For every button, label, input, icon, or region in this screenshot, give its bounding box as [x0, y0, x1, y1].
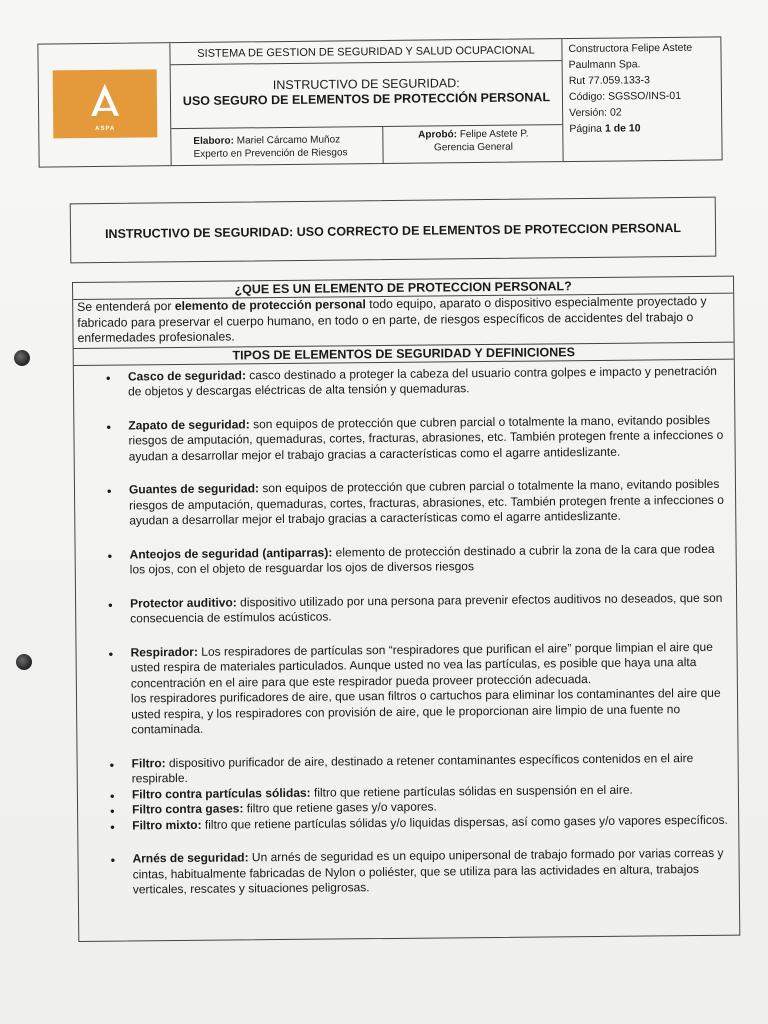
item-term: Filtro mixto: — [132, 817, 202, 832]
list-item — [106, 541, 728, 578]
punch-hole — [14, 350, 30, 366]
instructive-title: INSTRUCTIVO DE SEGURIDAD: USO CORRECTO DE ELEMENTOS DE PROTECCION PERSONAL — [70, 197, 717, 264]
item-term: Filtro contra gases: — [131, 801, 244, 817]
logo-cell — [38, 43, 171, 166]
list-item — [105, 477, 727, 529]
list-item — [104, 363, 726, 400]
list-item — [106, 590, 728, 627]
document-metadata — [562, 37, 721, 161]
elaboro-cell — [171, 127, 383, 165]
document-title-line-2: USO SEGURO DE ELEMENTOS DE PROTECCIÓN PERSONAL — [182, 90, 551, 109]
system-title: SISTEMA DE GESTION DE SEGURIDAD Y SALUD OCUPACIONAL — [170, 39, 561, 65]
item-text: dispositivo utilizado por una persona para prevenir efectos auditivos no deseados, que son consecuencia de estímulos acústicos. — [130, 590, 723, 626]
item-text: dispositivo purificador de aire, destinado a retener contaminantes específicos contenidos en el aire respirable. — [131, 750, 694, 786]
punch-hole — [16, 654, 32, 670]
item-text: filtro que retiene partículas sólidas y/o liquidas dispersas, así como gases y/o vapores específicos. — [201, 812, 728, 832]
header-middle — [170, 39, 563, 165]
elaboro-name: Mariel Cárcamo Muñoz — [233, 134, 341, 147]
item-text: casco destinado a proteger la cabeza del usuario contra golpes e impacto y penetración de objetos y descargas eléctricas de alta tensión y quemaduras. — [127, 363, 717, 399]
item-term: Zapato de seguridad: — [128, 416, 250, 432]
document-header — [37, 36, 722, 167]
item-term: Respirador: — [130, 644, 198, 659]
item-text-continued: los respiradores purificadores de aire, que usan filtros o cartuchos para eliminar los contaminantes del aire que usted respira, y los respiradores con provisión de aire, que le proporcionan aire limpio de una fuente no contaminada. — [130, 685, 721, 737]
definition-paragraph — [73, 294, 733, 348]
item-term: Anteojos de seguridad (antiparras): — [129, 545, 333, 561]
aprobo-cell — [383, 125, 563, 165]
definitions-list — [74, 359, 739, 898]
company-name-line-2: Paulmann Spa. — [568, 58, 641, 72]
list-item — [108, 846, 730, 898]
definition-text-post: todo equipo, aparato o dispositivo especialmente proyectado y fabricado para preservar el cuerpo humano, en todo o en parte, de riesgos específicos de accidentes del trabajo o enfermedades profesionales. — [77, 293, 707, 345]
signature-row — [171, 125, 562, 165]
page-count: 1 de 10 — [604, 122, 641, 135]
document-title-line-1: INSTRUCTIVO DE SEGURIDAD: — [272, 76, 460, 93]
logo-text: ASPA — [95, 125, 116, 132]
aprobo-role: Gerencia General — [433, 141, 514, 154]
item-text: filtro que retiene gases y/o vapores. — [243, 799, 437, 816]
item-text: Los respiradores de partículas son “respiradores que purifican el aire” porque limpian el aire que usted respira de materiales particulados. Aunque usted no vea las partículas, es posible que haya una alta concentración en el aire para que este respirador pueda proveer protección adecuada. — [130, 639, 713, 690]
company-name-line-1: Constructora Felipe Astete — [568, 41, 693, 56]
definition-term: elemento de protección personal — [174, 297, 366, 314]
item-term: Casco de seguridad: — [127, 367, 246, 383]
item-text: son equipos de protección que cubren parcial o totalmente la mano, evitando posibles riesgos de amputación, quemaduras, cortes, fracturas, abrasiones, etc. También protegen frente a infecciones o ayudan a desarrollar mejor el trabajo gracias a características como el agarre antideslizante. — [128, 412, 724, 463]
page-number — [569, 119, 721, 137]
item-term: Protector auditivo: — [130, 594, 237, 610]
elaboro-label: Elaboro: — [193, 135, 235, 147]
content-box — [72, 276, 740, 942]
document-title — [171, 61, 563, 129]
item-text: son equipos de protección que cubren parcial o totalmente la mano, evitando posibles riesgos de amputación, quemaduras, cortes, fracturas, abrasiones, etc. También protegen frente a infecciones o ayudan a desarrollar mejor el trabajo gracias a características como el agarre antideslizante. — [129, 476, 724, 528]
aprobo-label: Aprobó: — [418, 129, 458, 141]
item-text: filtro que retiene partículas sólidas en suspensión en el aire. — [310, 782, 633, 800]
elaboro-role: Experto en Prevención de Riesgos — [193, 147, 348, 160]
definition-text-pre: Se entenderá por — [77, 299, 175, 314]
company-rut: Rut 77.059.133-3 — [568, 74, 651, 88]
list-item — [106, 639, 729, 738]
item-term: Filtro: — [131, 755, 166, 770]
item-term: Filtro contra partículas sólidas: — [131, 785, 311, 801]
item-term: Guantes de seguridad: — [128, 481, 260, 497]
document-version: Versión: 02 — [569, 106, 622, 120]
list-item — [104, 412, 726, 464]
section-heading-what-is: ¿QUE ES UN ELEMENTO DE PROTECCION PERSONAL? — [73, 277, 733, 300]
item-term: Arnés de seguridad: — [132, 850, 249, 866]
item-text: Un arnés de seguridad es un equipo unipersonal de trabajo formado por varias correas y cintas, habitualmente fabricadas de Nylon o poliéster, que se utiliza para las actividades en altura, trabajos verticales, rescates y situaciones peligrosas. — [132, 845, 724, 897]
section-heading-types: TIPOS DE ELEMENTOS DE SEGURIDAD Y DEFINICIONES — [74, 341, 734, 365]
document-code: Código: SGSSO/INS-01 — [568, 89, 682, 104]
page-prefix: Página — [569, 122, 605, 136]
company-logo — [53, 69, 158, 138]
item-text: elemento de protección destinado a cubrir la zona de la cara que rodea los ojos, con el objeto de resguardar los ojos de diversos riesgos — [129, 541, 715, 577]
aprobo-name: Felipe Astete P. — [456, 128, 529, 141]
